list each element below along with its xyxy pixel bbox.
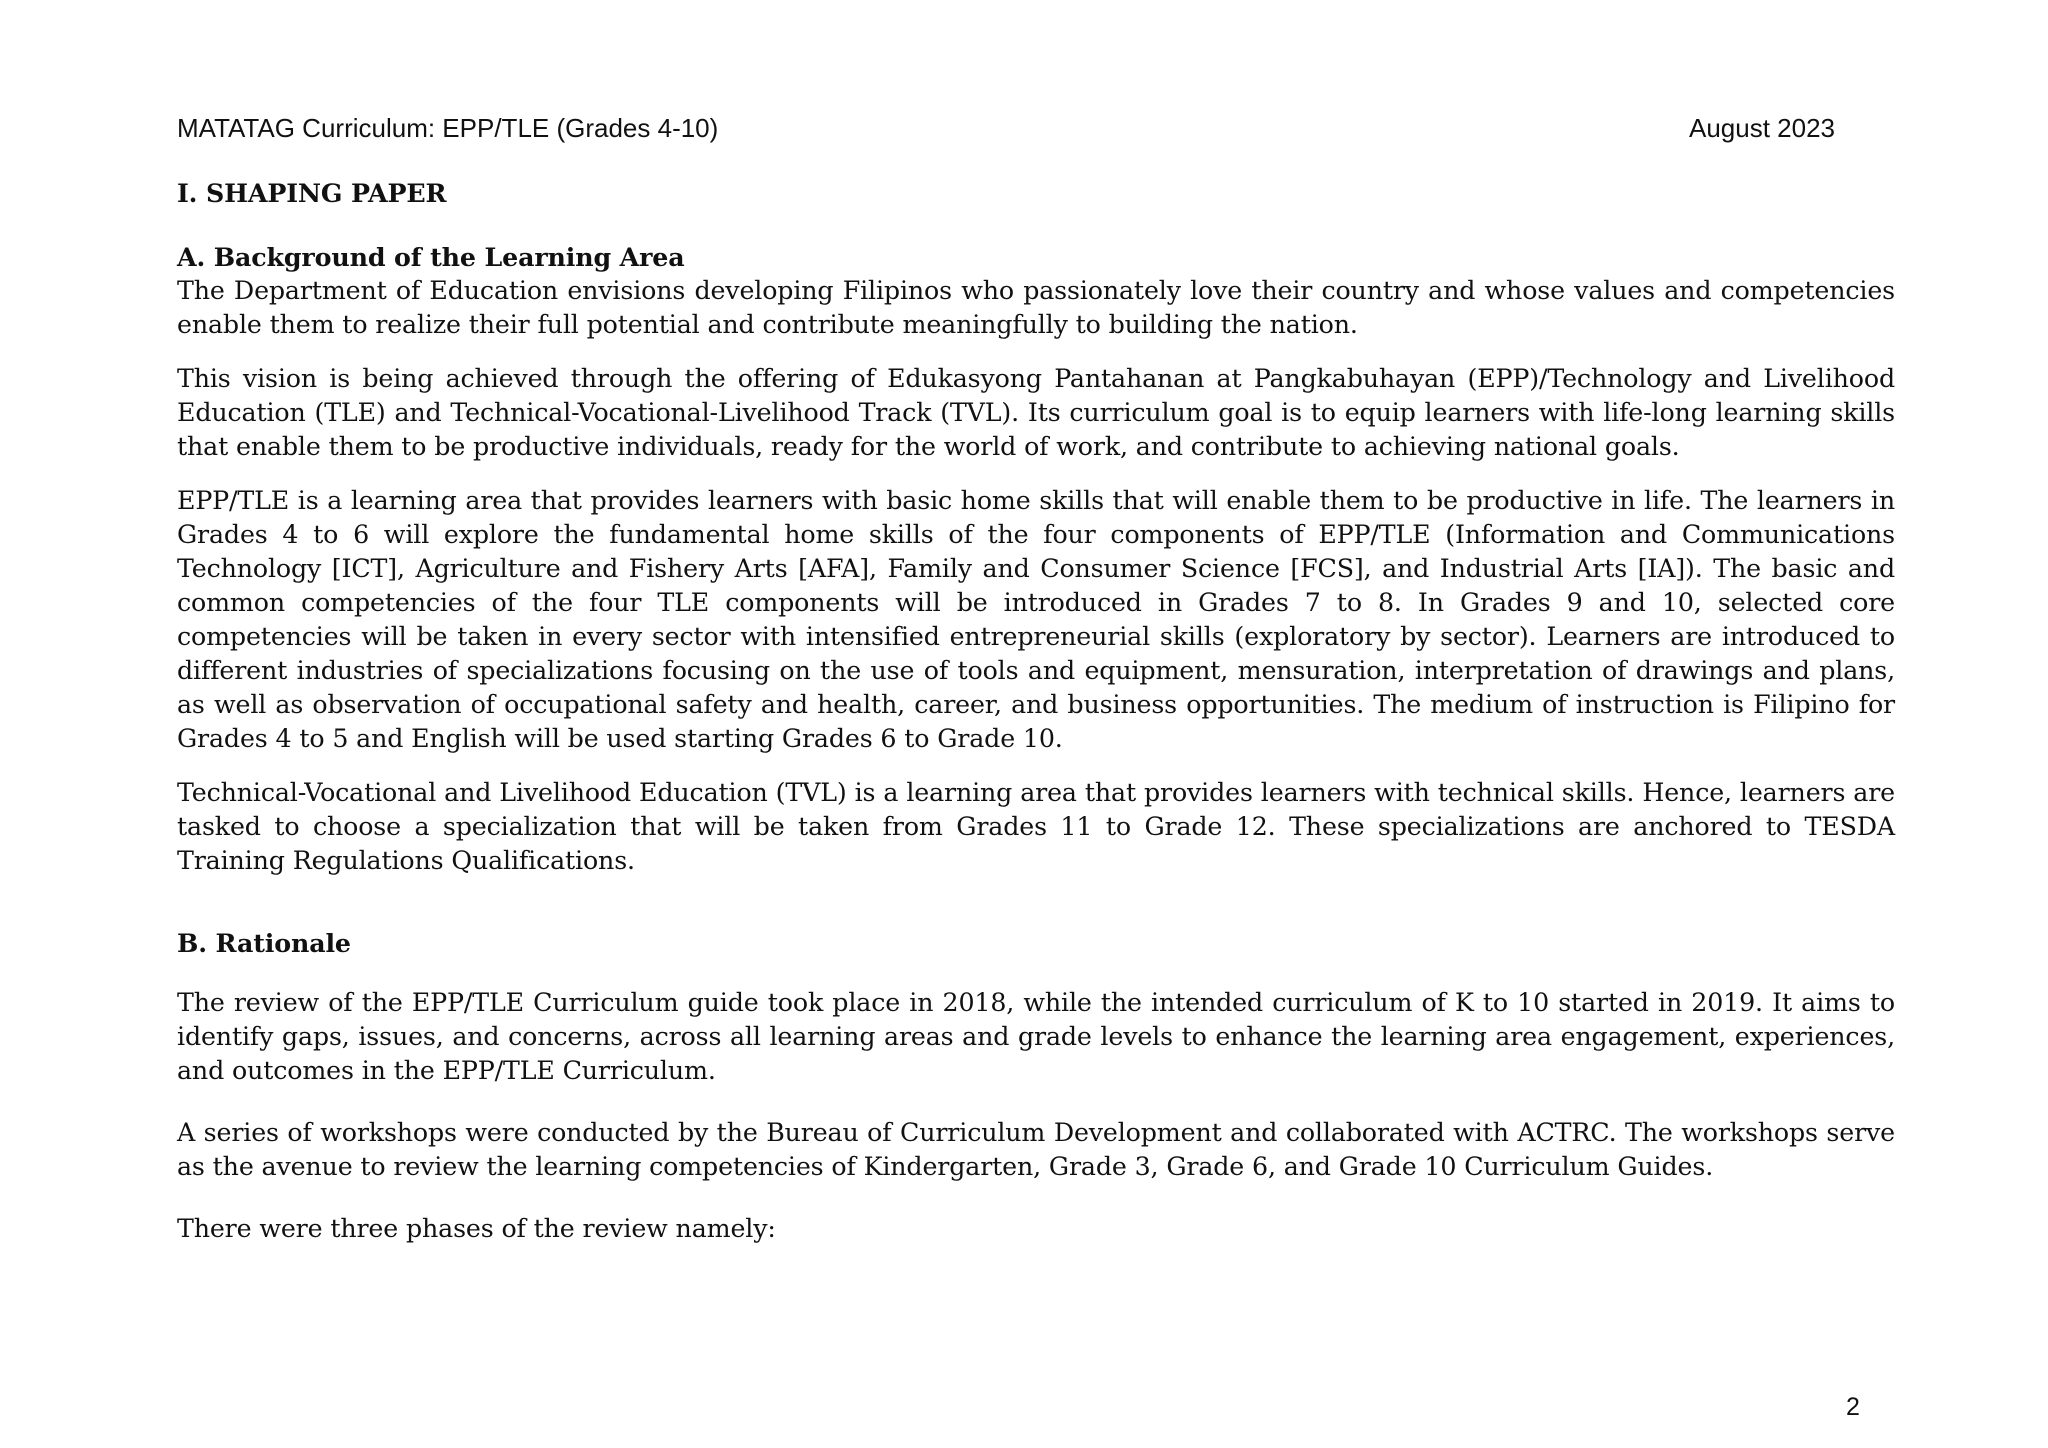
background-section [177, 240, 1895, 878]
document-date: August 2023 [1688, 113, 1835, 143]
background-paragraph-4: Technical-Vocational and Livelihood Education (TVL) is a learning area that provides learners with technical skills. Hence, learners are tasked to choose a specialization that will be taken from Grades 11 to Grade 12. These specializations are anchored to TESDA Training Regulations Qualifications. [177, 778, 1895, 875]
background-heading: A. Background of the Learning Area [177, 242, 685, 272]
page-header [177, 112, 1835, 144]
rationale-paragraph-3: There were three phases of the review namely: [177, 1214, 776, 1243]
document-title: MATATAG Curriculum: EPP/TLE (Grades 4-10) [177, 113, 719, 143]
rationale-section [177, 926, 1895, 1246]
background-paragraph-3: EPP/TLE is a learning area that provides learners with basic home skills that will enable them to be productive in life. The learners in Grades 4 to 6 will explore the fundamental home skills of the four components of EPP/TLE (Information and Communications Technology [ICT], Agriculture and Fishery Arts [AFA], Family and Consumer Science [FCS], and Industrial Arts [IA]). The basic and common competencies of the four TLE components will be introduced in Grades 7 to 8. In Grades 9 and 10, selected core competencies will be taken in every sector with intensified entrepreneurial skills (exploratory by sector). Learners are introduced to different industries of specializations focusing on the use of tools and equipment, mensuration, interpretation of drawings and plans, as well as observation of occupational safety and health, career, and business opportunities. The medium of instruction is Filipino for Grades 4 to 5 and English will be used starting Grades 6 to Grade 10. [177, 486, 1895, 753]
document-body [177, 176, 1895, 1246]
rationale-heading: B. Rationale [177, 928, 351, 958]
section-title: I. SHAPING PAPER [177, 178, 447, 208]
background-paragraph-2: This vision is being achieved through the offering of Edukasyong Pantahanan at Pangkabuhayan (EPP)/Technology and Livelihood Education (TLE) and Technical-Vocational-Livelihood Track (TVL). Its curriculum goal is to equip learners with life-long learning skills that enable them to be productive individuals, ready for the world of work, and contribute to achieving national goals. [177, 364, 1895, 461]
rationale-paragraph-1: The review of the EPP/TLE Curriculum guide took place in 2018, while the intended curriculum of K to 10 started in 2019. It aims to identify gaps, issues, and concerns, across all learning areas and grade levels to enhance the learning area engagement, experiences, and outcomes in the EPP/TLE Curriculum. [177, 988, 1895, 1085]
rationale-paragraph-2: A series of workshops were conducted by the Bureau of Curriculum Development and collaborated with ACTRC. The workshops serve as the avenue to review the learning competencies of Kindergarten, Grade 3, Grade 6, and Grade 10 Curriculum Guides. [177, 1118, 1895, 1181]
page-number: 2 [1846, 1393, 1860, 1421]
background-paragraph-1: The Department of Education envisions developing Filipinos who passionately love their country and whose values and competencies enable them to realize their full potential and contribute meaningfully to building the nation. [177, 276, 1895, 339]
